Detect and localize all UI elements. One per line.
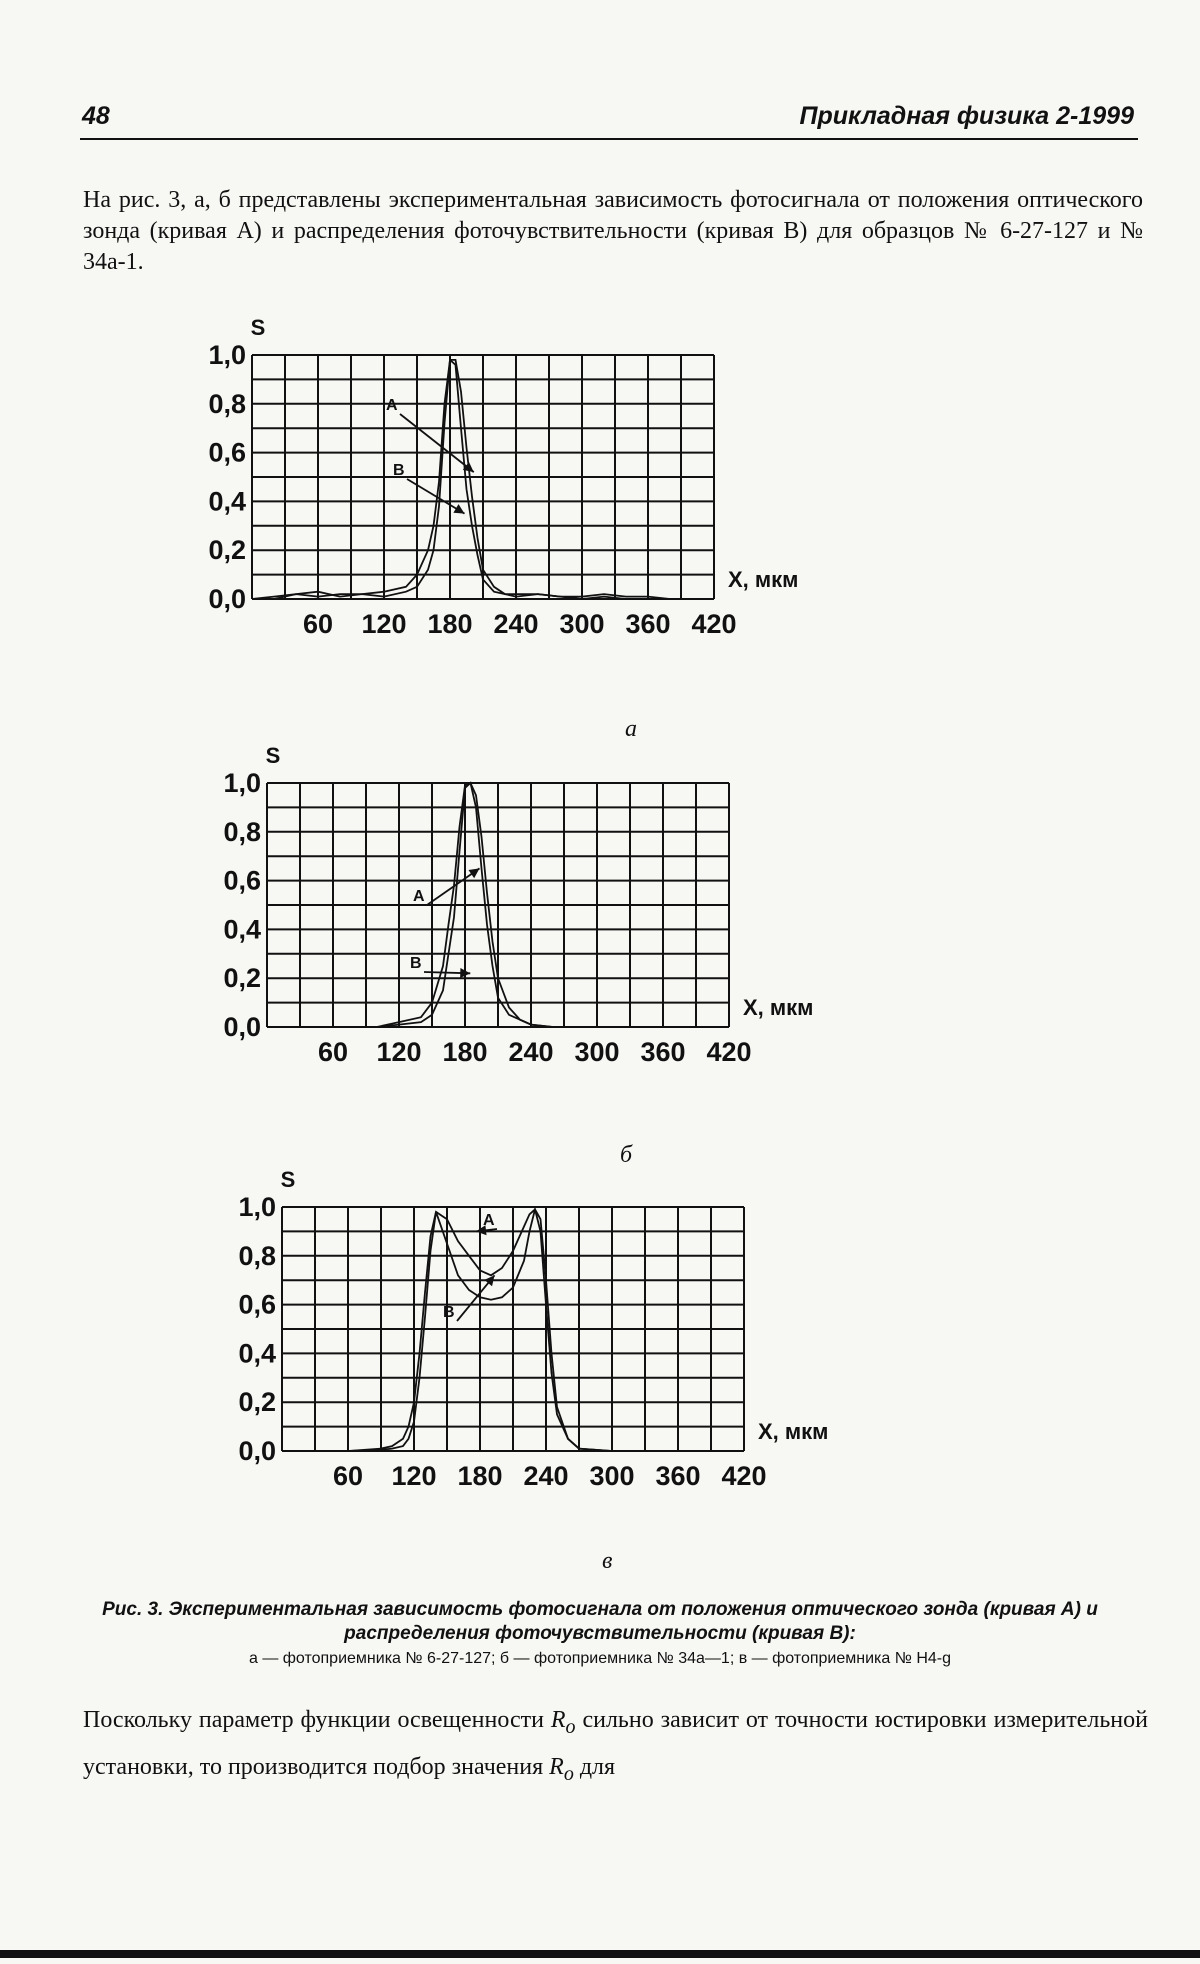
x-tick-label: 60 [317,1037,349,1067]
x-tick-label: 180 [457,1461,503,1491]
x-tick-label: 420 [721,1461,767,1491]
figure-3a-chart [208,305,1000,705]
annotation-label: A [413,888,425,905]
annotation-label: A [483,1212,495,1229]
x-tick-label: 420 [691,609,737,639]
x-tick-label: 180 [442,1037,488,1067]
x-tick-label: 60 [302,609,334,639]
x-tick-label: 300 [589,1461,635,1491]
y-tick-label: 0,0 [208,584,246,614]
y-tick-label: 0,0 [238,1436,276,1466]
y-tick-label: 1,0 [223,768,261,798]
x-tick-label: 300 [559,609,605,639]
y-tick-label: 0,6 [208,437,246,468]
annotation-arrowhead [468,868,479,878]
y-tick-label: 0,6 [238,1289,276,1320]
y-tick-label: 1,0 [208,340,246,370]
y-axis-label: S [265,743,281,768]
y-tick-label: 0,8 [223,816,261,847]
x-tick-label: 120 [361,609,407,639]
body-text-1: Поскольку параметр функции освещенности [83,1707,551,1733]
y-tick-label: 0,0 [223,1012,261,1042]
x-tick-label: 300 [574,1037,620,1067]
x-tick-label: 240 [508,1037,554,1067]
x-tick-label: 240 [493,609,539,639]
body-text-2: сильно зависит от точности юстировки измерительной установки, то производится подбор значения [83,1707,1148,1780]
y-tick-label: 0,8 [238,1240,276,1271]
y-tick-label: 1,0 [238,1192,276,1222]
figure-3b-chart [223,735,1015,1125]
chart-grid [267,783,729,1027]
annotation-label: B [393,462,405,479]
y-tick-label: 0,2 [238,1387,276,1418]
page-number: 48 [82,102,110,130]
annotation-label: A [386,397,398,414]
running-header [80,102,1138,140]
x-axis-label: X, мкм [758,1419,829,1444]
body-text-3: для [573,1753,616,1780]
x-tick-label: 360 [655,1461,701,1491]
body-paragraph [83,1700,1148,1794]
chart-grid [252,355,714,599]
bottom-rule [0,1950,1200,1958]
y-tick-label: 0,6 [223,865,261,896]
x-tick-label: 60 [332,1461,364,1491]
caption-main: Рис. 3. Экспериментальная зависимость фотосигнала от положения оптического зонда (кривая А) и распределения фоточувствительности (кривая В): [102,1599,1098,1644]
x-tick-label: 360 [640,1037,686,1067]
chart-grid [282,1207,744,1451]
y-tick-label: 0,4 [223,914,261,945]
x-tick-label: 180 [427,609,473,639]
r0-symbol-2: $R_o$ [549,1753,574,1785]
panel-label-b: б [620,1142,633,1168]
x-axis-label: X, мкм [743,995,814,1020]
annotation-label: B [443,1304,455,1321]
x-tick-label: 120 [391,1461,437,1491]
y-tick-label: 0,2 [208,535,246,566]
intro-paragraph: На рис. 3, а, б представлены экспериментальная зависимость фотосигнала от положения оптического зонда (кривая А) и распределения фоточувствительности (кривая В) для образцов № 6-27-127 и № 34а-1. [83,187,1143,275]
annotation-label: B [410,955,422,972]
y-axis-label: S [280,1167,296,1192]
x-tick-label: 120 [376,1037,422,1067]
panel-label-c: в [602,1548,613,1574]
x-tick-label: 420 [706,1037,752,1067]
x-axis-label: X, мкм [728,567,799,592]
y-tick-label: 0,8 [208,388,246,419]
x-tick-label: 360 [625,609,671,639]
journal-title: Прикладная физика 2-1999 [799,102,1134,130]
y-tick-label: 0,4 [238,1338,276,1369]
y-axis-label: S [250,315,266,340]
x-tick-label: 240 [523,1461,569,1491]
y-tick-label: 0,2 [223,963,261,994]
r0-symbol: $R_o$ [550,1707,576,1738]
figure-3c-chart [238,1155,1030,1555]
panel-label-a: а [625,716,637,742]
figure-caption [100,1598,1100,1670]
y-tick-label: 0,4 [208,486,246,517]
caption-note: а — фотоприемника № 6-27-127; б — фотоприемника № 34а—1; в — фотоприемника № Н4-g [248,1650,952,1667]
